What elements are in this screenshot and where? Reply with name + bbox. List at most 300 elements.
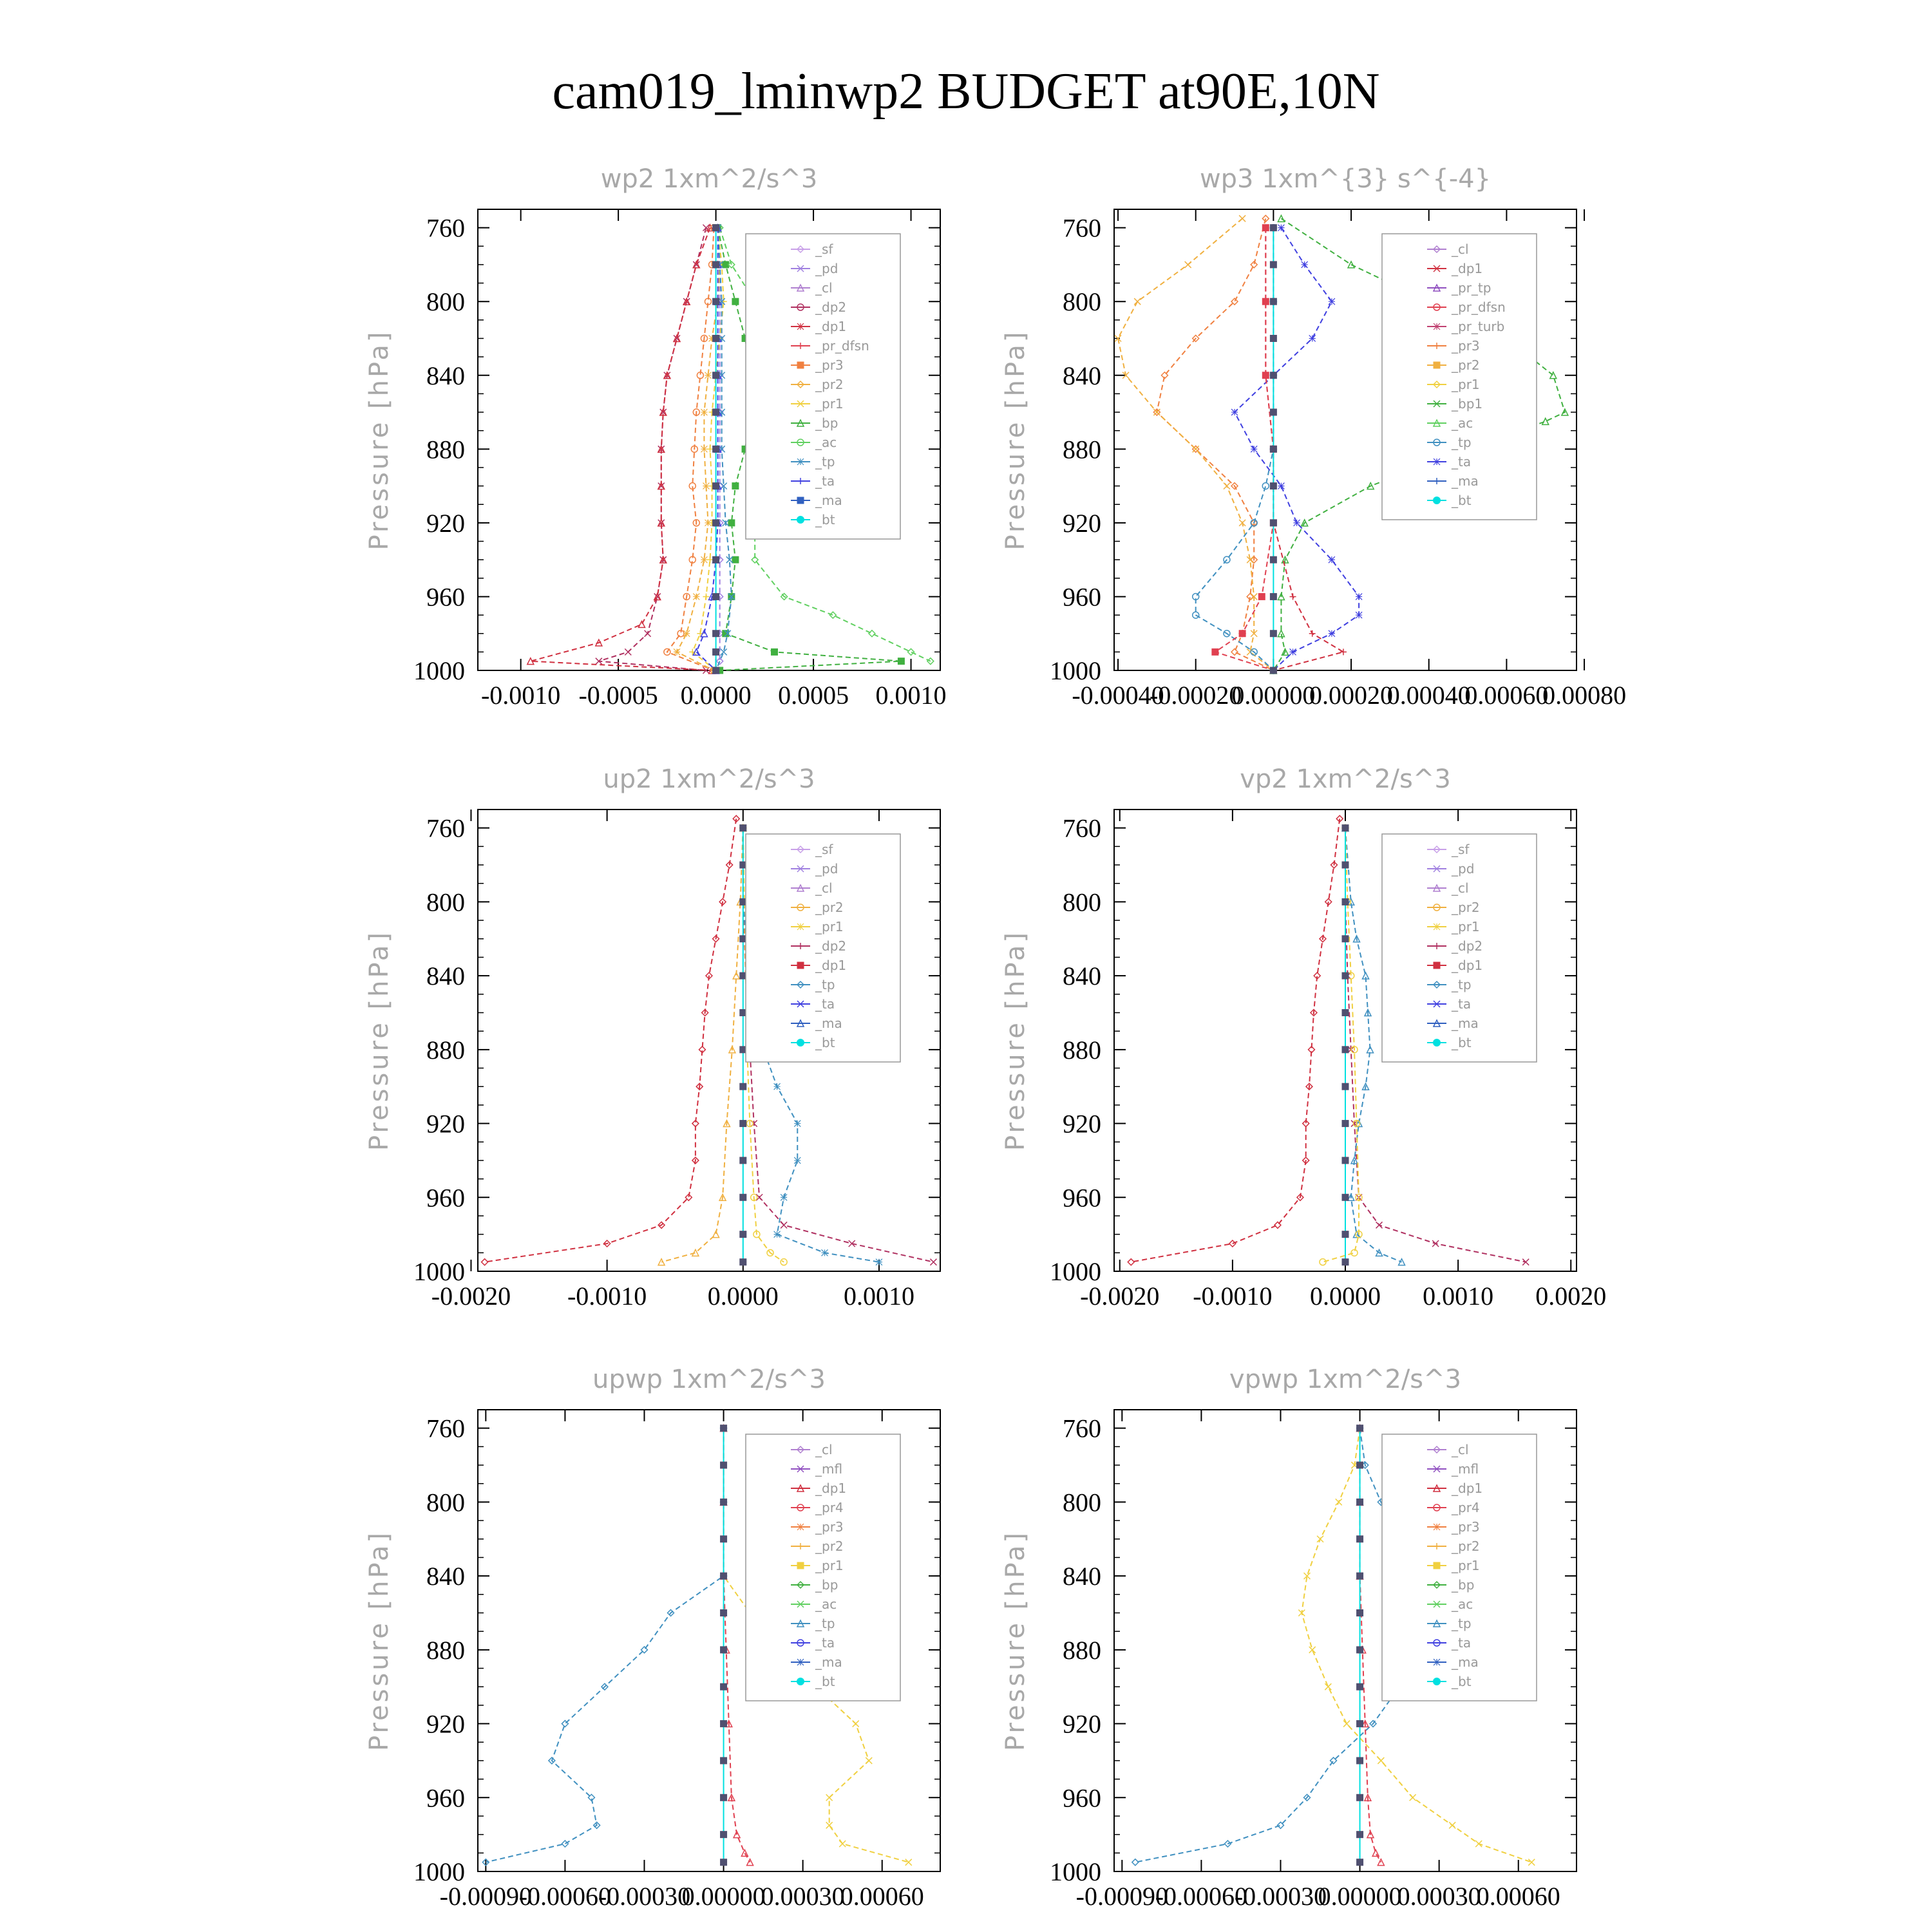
legend-label: _bt: [1452, 1674, 1472, 1689]
legend-label: _bt: [1452, 493, 1472, 508]
x-tick-label: -0.0020: [1080, 1282, 1160, 1311]
data-point: [1357, 1609, 1363, 1616]
series-line: [1196, 228, 1274, 670]
data-point: [740, 1121, 746, 1127]
legend-label: _pr3: [1452, 1519, 1480, 1535]
x-tick-label: -0.0010: [567, 1282, 647, 1311]
legend-label: _sf: [815, 842, 833, 857]
data-point: [721, 1859, 727, 1866]
data-point: [1342, 1157, 1349, 1164]
series-bt: [721, 1425, 727, 1866]
figure-title: cam019_lminwp2 BUDGET at90E,10N: [552, 63, 1380, 120]
legend-marker: [1433, 1039, 1441, 1046]
data-point: [1270, 298, 1276, 305]
data-point: [1357, 1573, 1363, 1579]
legend-label: _bt: [815, 512, 835, 527]
legend-label: _cl: [815, 280, 833, 296]
data-point: [713, 261, 719, 268]
legend-label: _tp: [815, 1616, 835, 1631]
data-point: [713, 225, 719, 231]
series-pr_dfsn: [1212, 225, 1277, 674]
legend-label: _pr1: [815, 1558, 844, 1573]
legend-label: _ta: [815, 996, 835, 1012]
x-tick-label: 0.00030: [1397, 1882, 1481, 1911]
y-tick-label: 920: [1063, 508, 1101, 538]
data-point: [1475, 1841, 1482, 1847]
legend-label: _sf: [815, 242, 833, 257]
legend-label: _ma: [1452, 1654, 1479, 1670]
legend-label: _tp: [1452, 435, 1472, 450]
series-pr1: [1320, 825, 1362, 1265]
data-point: [721, 1573, 727, 1579]
data-point: [1367, 1046, 1374, 1053]
data-point: [1357, 1499, 1363, 1505]
data-point: [732, 483, 739, 489]
legend-marker: [1434, 362, 1440, 368]
data-point: [740, 1194, 746, 1200]
data-point: [1410, 1794, 1416, 1801]
x-tick-label: -0.00060: [1155, 1882, 1248, 1911]
data-point: [1528, 1859, 1535, 1866]
data-point: [1262, 483, 1269, 489]
legend-label: _ta: [1452, 996, 1472, 1012]
data-point: [1270, 261, 1276, 268]
legend-label: _pr2: [815, 377, 844, 392]
series-ta: [1231, 225, 1362, 674]
data-point: [1329, 556, 1335, 563]
y-tick-label: 760: [426, 1414, 465, 1443]
legend-label: _ma: [815, 493, 842, 508]
data-point: [1317, 1536, 1323, 1542]
x-tick-label: 0.00000: [681, 1882, 766, 1911]
x-tick-label: -0.0020: [431, 1282, 511, 1311]
data-point: [826, 1794, 833, 1801]
data-point: [721, 1757, 727, 1764]
legend-label: _cl: [1452, 1442, 1469, 1457]
panel-title: vpwp 1xm^2/s^3: [1229, 1365, 1462, 1394]
y-tick-label: 800: [1063, 887, 1101, 917]
x-tick-label: 0.0000: [1310, 1282, 1381, 1311]
data-point: [853, 1721, 859, 1727]
legend-label: _dp1: [1452, 1481, 1483, 1496]
y-tick-label: 920: [426, 1109, 465, 1139]
legend: [746, 1434, 900, 1701]
legend-label: _ac: [815, 1596, 837, 1612]
data-point: [721, 1683, 727, 1690]
data-point: [1278, 225, 1284, 231]
legend-label: _dp2: [815, 299, 847, 315]
data-point: [1270, 372, 1276, 379]
x-tick-label: 0.00040: [1387, 681, 1471, 710]
series-pr2: [1115, 215, 1276, 674]
data-point: [908, 649, 914, 655]
data-point: [732, 556, 739, 563]
legend-label: _bp1: [1452, 396, 1483, 412]
data-point: [1134, 298, 1141, 305]
series-bt: [1270, 225, 1276, 674]
legend-label: _pr4: [1452, 1500, 1480, 1515]
data-point: [721, 1721, 727, 1727]
panel-title: upwp 1xm^2/s^3: [592, 1365, 826, 1394]
y-tick-label: 880: [426, 435, 465, 464]
data-point: [482, 1259, 488, 1265]
data-point: [638, 621, 645, 627]
legend-marker: [797, 323, 804, 330]
data-point: [869, 630, 875, 637]
data-point: [703, 593, 709, 600]
y-tick-label: 920: [1063, 1709, 1101, 1739]
data-point: [1432, 1240, 1439, 1247]
data-point: [1342, 1121, 1349, 1127]
panel-4: [1001, 764, 1606, 1311]
legend-label: _ma: [1452, 1016, 1479, 1031]
data-point: [721, 1425, 727, 1432]
y-axis-label: Pressure [hPa]: [1001, 1530, 1030, 1751]
legend-marker: [1434, 923, 1440, 930]
data-point: [1224, 483, 1230, 489]
y-tick-label: 880: [1063, 1635, 1101, 1665]
data-point: [1342, 936, 1349, 942]
y-tick-label: 1000: [413, 1857, 465, 1886]
legend-label: _pr_turb: [1452, 319, 1505, 334]
legend-label: _ta: [815, 473, 835, 489]
data-point: [1357, 1647, 1363, 1653]
legend-label: _pr3: [1452, 338, 1480, 354]
data-point: [1231, 409, 1238, 415]
y-tick-label: 840: [426, 361, 465, 390]
x-tick-label: 0.00020: [1309, 681, 1394, 710]
legend-label: _pr2: [815, 900, 844, 915]
y-tick-label: 840: [1063, 961, 1101, 991]
series-dp1: [527, 225, 715, 674]
legend-marker: [1434, 962, 1440, 969]
x-tick-label: 0.00030: [761, 1882, 845, 1911]
legend-label: _bt: [815, 1035, 835, 1050]
panel-3: [365, 764, 940, 1311]
legend: [1382, 234, 1537, 520]
legend-marker: [797, 1039, 804, 1046]
data-point: [703, 483, 709, 489]
data-point: [781, 1194, 787, 1200]
data-point: [1270, 446, 1276, 452]
legend-label: _dp1: [1452, 958, 1483, 973]
legend-label: _pr3: [815, 1519, 844, 1535]
data-point: [713, 649, 719, 655]
data-point: [930, 1259, 936, 1265]
legend-label: _dp2: [815, 938, 847, 954]
data-point: [713, 409, 719, 415]
x-tick-label: -0.0010: [1193, 1282, 1273, 1311]
data-point: [774, 1231, 781, 1238]
data-point: [1336, 1499, 1342, 1505]
data-point: [1185, 261, 1191, 268]
data-point: [728, 261, 735, 268]
data-point: [713, 667, 719, 674]
data-point: [1290, 593, 1296, 600]
data-point: [741, 1850, 748, 1856]
legend-marker: [1434, 323, 1440, 330]
data-point: [707, 556, 714, 563]
data-point: [705, 372, 711, 379]
x-tick-label: 0.00060: [1464, 681, 1549, 710]
data-point: [740, 1259, 746, 1265]
legend-marker: [797, 362, 804, 368]
y-tick-label: 840: [426, 1562, 465, 1591]
series-dp1: [482, 815, 740, 1265]
legend-label: _tp: [815, 454, 835, 469]
data-point: [562, 1841, 568, 1847]
data-point: [713, 483, 719, 489]
data-point: [1340, 649, 1347, 655]
x-tick-label: 0.0010: [875, 681, 947, 710]
legend-label: _pd: [1452, 861, 1475, 876]
data-point: [771, 649, 777, 655]
x-tick-label: -0.00030: [1234, 1882, 1327, 1911]
data-point: [1329, 298, 1335, 305]
y-tick-label: 800: [426, 1488, 465, 1517]
data-point: [1357, 1425, 1363, 1432]
data-point: [1342, 825, 1349, 831]
series-line: [485, 819, 737, 1262]
y-tick-label: 840: [1063, 361, 1101, 390]
legend-marker: [797, 516, 804, 524]
x-tick-label: -0.00090: [1075, 1882, 1168, 1911]
data-point: [721, 1499, 727, 1505]
legend-label: _cl: [1452, 880, 1469, 896]
series-line: [1215, 228, 1274, 670]
legend: [746, 234, 900, 539]
data-point: [1342, 1009, 1349, 1016]
legend-marker: [1433, 497, 1441, 504]
legend-marker: [1434, 1659, 1440, 1665]
panels: [365, 164, 1626, 1911]
legend-marker: [1433, 1678, 1441, 1685]
data-point: [1357, 1757, 1363, 1764]
data-point: [732, 298, 739, 305]
data-point: [733, 972, 739, 979]
y-tick-label: 800: [426, 887, 465, 917]
x-tick-label: 0.00060: [1476, 1882, 1560, 1911]
data-point: [1342, 1259, 1349, 1265]
data-point: [1378, 1757, 1384, 1764]
legend-marker: [1434, 459, 1440, 465]
legend-label: _dp1: [815, 1481, 847, 1496]
legend-label: _pr1: [815, 919, 844, 934]
data-point: [866, 1757, 872, 1764]
data-point: [1356, 612, 1362, 618]
data-point: [674, 649, 680, 655]
legend-label: _pr1: [1452, 377, 1480, 392]
legend-marker: [797, 1659, 804, 1665]
y-tick-label: 960: [426, 582, 465, 612]
data-point: [1342, 1046, 1349, 1053]
data-point: [1357, 1683, 1363, 1690]
legend-label: _pr2: [1452, 1539, 1480, 1554]
legend-label: _bp: [815, 415, 838, 431]
legend-label: _bt: [815, 1674, 835, 1689]
x-tick-label: -0.0010: [480, 681, 561, 710]
data-point: [701, 409, 707, 415]
x-tick-label: 0.00000: [1231, 681, 1316, 710]
data-point: [707, 446, 714, 452]
data-point: [1290, 649, 1296, 655]
legend-label: _tp: [1452, 1616, 1472, 1631]
data-point: [1231, 649, 1238, 655]
x-tick-label: 0.0000: [680, 681, 752, 710]
data-point: [1325, 1683, 1331, 1690]
data-point: [1357, 1536, 1363, 1542]
data-point: [829, 612, 836, 618]
y-axis-label: Pressure [hPa]: [1001, 329, 1030, 551]
data-point: [1270, 556, 1276, 563]
data-point: [1342, 972, 1349, 979]
legend-label: _mfl: [1452, 1461, 1479, 1477]
legend-label: _pd: [815, 861, 838, 876]
data-point: [1270, 667, 1276, 674]
data-point: [740, 1083, 746, 1090]
data-point: [1357, 1832, 1363, 1838]
legend-label: _pr2: [1452, 357, 1480, 373]
data-point: [898, 658, 904, 665]
panel-2: [1001, 164, 1626, 710]
legend-label: _ma: [815, 1016, 842, 1031]
legend-label: _dp2: [1452, 938, 1483, 954]
y-tick-label: 800: [1063, 1488, 1101, 1517]
data-point: [822, 1249, 828, 1256]
legend-label: _bt: [1452, 1035, 1472, 1050]
legend-marker: [1434, 1524, 1440, 1530]
data-point: [721, 1832, 727, 1838]
data-point: [713, 556, 719, 563]
data-point: [1309, 630, 1316, 637]
legend-label: _bp: [1452, 1577, 1475, 1593]
y-tick-label: 760: [1063, 213, 1101, 243]
data-point: [794, 1121, 800, 1127]
x-tick-label: 0.0010: [843, 1282, 914, 1311]
legend-marker: [797, 962, 804, 969]
data-point: [1449, 1822, 1455, 1828]
legend-label: _pd: [815, 261, 838, 276]
data-point: [839, 1841, 846, 1847]
legend: [1382, 834, 1537, 1062]
legend-label: _pr1: [1452, 1558, 1480, 1573]
panel-title: wp3 1xm^{3} s^{-4}: [1199, 164, 1492, 194]
y-tick-label: 960: [1063, 582, 1101, 612]
legend-label: _ta: [815, 1635, 835, 1651]
data-point: [1343, 1721, 1350, 1727]
data-point: [1251, 446, 1257, 452]
data-point: [774, 1083, 781, 1090]
y-tick-label: 880: [1063, 435, 1101, 464]
legend: [1382, 1434, 1537, 1701]
legend-label: _tp: [1452, 977, 1472, 992]
data-point: [826, 1822, 833, 1828]
panel-title: up2 1xm^2/s^3: [603, 764, 815, 794]
data-point: [1309, 335, 1316, 341]
data-point: [1302, 261, 1308, 268]
data-point: [1542, 418, 1549, 424]
legend-label: _pr_tp: [1452, 280, 1492, 296]
x-tick-label: 0.0000: [707, 1282, 779, 1311]
data-point: [781, 1222, 787, 1228]
data-point: [713, 1231, 719, 1238]
legend-label: _bp: [815, 1577, 838, 1593]
data-point: [683, 630, 690, 637]
y-axis-label: Pressure [hPa]: [365, 930, 394, 1151]
legend-label: _ta: [1452, 1635, 1472, 1651]
legend-label: _cl: [815, 1442, 833, 1457]
data-point: [713, 335, 719, 341]
y-axis-label: Pressure [hPa]: [365, 1530, 394, 1751]
data-point: [1270, 520, 1276, 526]
series-line: [1157, 218, 1273, 670]
y-tick-label: 840: [426, 961, 465, 991]
legend-marker: [797, 923, 804, 930]
y-tick-label: 920: [426, 508, 465, 538]
data-point: [1258, 593, 1265, 600]
series-bt: [713, 225, 719, 674]
data-point: [740, 1231, 746, 1238]
data-point: [721, 1536, 727, 1542]
legend: [746, 834, 900, 1062]
data-point: [701, 556, 707, 563]
x-tick-label: -0.0005: [578, 681, 658, 710]
legend-label: _cl: [815, 880, 833, 896]
y-tick-label: 760: [426, 813, 465, 843]
data-point: [721, 1794, 727, 1801]
legend-label: _pr3: [815, 357, 844, 373]
x-tick-label: -0.00090: [439, 1882, 532, 1911]
y-tick-label: 1000: [413, 1257, 465, 1286]
data-point: [1357, 1794, 1363, 1801]
legend-label: _cl: [1452, 242, 1469, 257]
data-point: [713, 520, 719, 526]
y-tick-label: 880: [426, 1635, 465, 1665]
legend-marker: [797, 1524, 804, 1530]
data-point: [713, 630, 719, 637]
data-point: [713, 593, 719, 600]
data-point: [1309, 1647, 1316, 1653]
series-tp: [1193, 225, 1277, 674]
y-tick-label: 960: [426, 1183, 465, 1213]
legend-label: _dp1: [1452, 261, 1483, 276]
y-tick-label: 760: [426, 213, 465, 243]
series-line: [486, 1428, 723, 1862]
legend-label: _pr2: [815, 1539, 844, 1554]
legend-label: _tp: [815, 977, 835, 992]
y-tick-label: 880: [1063, 1035, 1101, 1065]
y-tick-label: 1000: [1050, 656, 1101, 685]
y-tick-label: 840: [1063, 1562, 1101, 1591]
legend-label: _ac: [815, 435, 837, 450]
data-point: [1342, 862, 1349, 868]
data-point: [1193, 446, 1199, 452]
x-tick-label: 0.00060: [840, 1882, 924, 1911]
legend-marker: [797, 497, 804, 504]
data-point: [794, 1157, 800, 1164]
data-point: [701, 446, 707, 452]
data-point: [1357, 1721, 1363, 1727]
legend-marker: [797, 1562, 804, 1569]
data-point: [1376, 1222, 1383, 1228]
y-tick-label: 920: [426, 1709, 465, 1739]
data-point: [713, 446, 719, 452]
data-point: [1270, 409, 1276, 415]
legend-label: _pr1: [815, 396, 844, 412]
data-point: [1239, 215, 1245, 222]
y-tick-label: 920: [1063, 1109, 1101, 1139]
x-tick-label: 0.00080: [1542, 681, 1627, 710]
